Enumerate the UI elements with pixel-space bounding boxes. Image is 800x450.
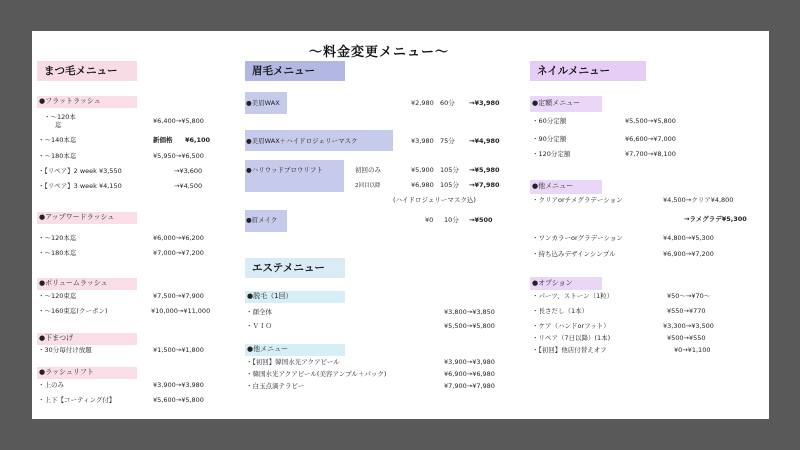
flat-lash-120-label: ・～120本 bbox=[44, 113, 76, 121]
flat-lash-repair-3week-label: ・【リペア】3 week ¥4,150 bbox=[38, 182, 122, 190]
page-title: ～料金変更メニュー～ bbox=[309, 45, 450, 60]
nail-menu-header: ネイルメニュー bbox=[530, 61, 646, 81]
nail-clear-price: ¥4,500→クリア¥4,800 bbox=[663, 196, 734, 204]
lash-lift-both-label: ・上下【コーティング付】 bbox=[38, 396, 116, 404]
aqua-peel-first-label: ・【初回】韓国水光アクアピール bbox=[246, 358, 340, 366]
brow-wax-hydro-new-price: →¥4,980 bbox=[469, 137, 500, 145]
nail-fixed-120-price: ¥7,700→¥8,100 bbox=[625, 150, 676, 158]
flat-lash-180-price: ¥5,950→¥6,500 bbox=[153, 152, 204, 160]
brow-makeup-label: ●眉メイク bbox=[246, 216, 278, 224]
aqua-peel-first-price: ¥3,900→¥3,980 bbox=[444, 358, 495, 366]
lash-lift-section: ●ラッシュリフト bbox=[37, 367, 137, 379]
aqua-peel-label: ・韓国水光アクアピール(美容アンプル＋パック) bbox=[246, 370, 387, 378]
flat-lash-repair-3week-price: →¥4,500 bbox=[174, 182, 203, 190]
brow-hollywood-note: (ハイドロジェリーマスク込) bbox=[393, 196, 476, 204]
nail-option-section: ●オプション bbox=[530, 277, 602, 290]
nail-lame-gradation-price: →ラメグラデ¥5,300 bbox=[684, 215, 747, 223]
nail-off-price: ¥0→¥1,100 bbox=[674, 346, 711, 354]
hair-removal-vio-price: ¥5,500→¥5,800 bbox=[444, 322, 495, 330]
lower-lash-price: ¥1,500→¥1,800 bbox=[153, 346, 204, 354]
brow-wax-new-price: →¥3,980 bbox=[469, 99, 500, 107]
nail-parts-price: ¥50～→¥70～ bbox=[667, 292, 711, 300]
volume-lash-160-price: ¥10,000→¥11,000 bbox=[151, 307, 211, 315]
volume-lash-120-price: ¥7,500→¥7,900 bbox=[153, 292, 204, 300]
flat-lash-120-label-cont: 迄 bbox=[55, 121, 62, 129]
nail-fixed-90-price: ¥6,600→¥7,000 bbox=[625, 135, 676, 143]
nail-care-price: ¥3,300→¥3,500 bbox=[663, 322, 714, 330]
nail-fixed-60-price: ¥5,500→¥5,800 bbox=[625, 117, 676, 125]
flat-lash-140-new-label: 新価格 bbox=[153, 136, 173, 144]
nail-other-section: ●他メニュー bbox=[530, 180, 602, 194]
nail-length-price: ¥550→¥770 bbox=[667, 307, 706, 315]
brow-menu-header: 眉毛メニュー bbox=[245, 61, 345, 81]
nail-fixed-60-label: ・60分定額 bbox=[532, 117, 567, 125]
nail-fixed-120-label: ・120分定額 bbox=[532, 150, 571, 158]
brow-makeup-time: 10分 bbox=[444, 216, 459, 224]
brow-wax-hydro-label: ●美眉WAX＋ハイドロジェリーマスク bbox=[246, 137, 358, 145]
brow-hollywood-label: ●ハリウッドブロウリフト bbox=[246, 166, 323, 174]
volume-lash-section: ●ボリュームラッシュ bbox=[37, 278, 137, 290]
nail-repair-price: ¥500→¥550 bbox=[667, 334, 706, 342]
nail-care-label: ・ケア（ハンドorフット） bbox=[532, 322, 610, 330]
brow-hollywood-second-new-price: →¥7,980 bbox=[469, 181, 500, 189]
flat-lash-120-price: ¥6,400→¥5,800 bbox=[153, 117, 204, 125]
brow-hollywood-first-time: 105分 bbox=[440, 166, 459, 174]
flat-lash-140-price: ¥6,100 bbox=[185, 136, 211, 144]
nail-fixed-section: ●定額メニュー bbox=[530, 96, 602, 112]
nail-one-color-label: ・ワンカラーorグラデーション bbox=[532, 234, 623, 242]
brow-makeup-new-price: →¥500 bbox=[469, 216, 493, 224]
upward-lash-180-label: ・～180本迄 bbox=[38, 249, 77, 257]
nail-bring-design-label: ・持ち込みデザインシンプル bbox=[532, 250, 616, 258]
brow-hollywood-first-label: 初回のみ bbox=[355, 166, 381, 174]
nail-length-label: ・長さだし（1本） bbox=[532, 307, 589, 315]
nail-fixed-90-label: ・90分定額 bbox=[532, 135, 567, 143]
upward-lash-180-price: ¥7,000→¥7,200 bbox=[153, 249, 204, 257]
volume-lash-160-label: ・～160束迄(クーポン) bbox=[38, 307, 108, 315]
hair-removal-section: ●脱毛（1回） bbox=[245, 291, 345, 303]
brow-hollywood-first-old-price: ¥5,900 bbox=[411, 166, 434, 174]
menu-slide bbox=[32, 31, 769, 419]
brow-hollywood-second-label: 2回目以降 bbox=[355, 183, 381, 189]
shiratama-drip-label: ・白玉点滴テラピー bbox=[246, 382, 305, 390]
nail-repair-label: ・リペア（7日以降）(1本) bbox=[532, 334, 611, 342]
esthe-menu-header: エステメニュー bbox=[245, 258, 345, 278]
aqua-peel-price: ¥6,900→¥6,980 bbox=[444, 370, 495, 378]
brow-wax-hydro-old-price: ¥3,980 bbox=[411, 137, 434, 145]
hair-removal-face-price: ¥3,800→¥3,850 bbox=[444, 308, 495, 316]
lash-lift-both-price: ¥5,600→¥5,800 bbox=[153, 396, 204, 404]
brow-hollywood-second-old-price: ¥6,980 bbox=[411, 181, 434, 189]
brow-wax-hydro-time: 75分 bbox=[440, 137, 455, 145]
brow-hollywood-block bbox=[245, 160, 344, 192]
brow-wax-time: 60分 bbox=[440, 99, 455, 107]
flat-lash-section: ●フラットラッシュ bbox=[37, 96, 137, 108]
shiratama-drip-price: ¥7,900→¥7,980 bbox=[444, 382, 495, 390]
nail-one-color-price: ¥4,800→¥5,300 bbox=[663, 234, 714, 242]
lower-lash-label: ・30分毎付け放題 bbox=[38, 346, 92, 354]
brow-hollywood-first-new-price: →¥5,980 bbox=[469, 166, 500, 174]
hair-removal-face-label: ・顔全体 bbox=[246, 308, 272, 316]
brow-wax-old-price: ¥2,980 bbox=[411, 99, 434, 107]
brow-hollywood-second-time: 105分 bbox=[440, 181, 459, 189]
nail-off-label: ・【初回】他店付替えオフ bbox=[532, 346, 607, 354]
upward-lash-section: ●アップワードラッシュ bbox=[37, 212, 137, 224]
esthe-other-section: ●他メニュー bbox=[245, 344, 345, 356]
nail-bring-design-price: ¥6,900→¥7,200 bbox=[663, 250, 714, 258]
flat-lash-180-label: ・～180本迄 bbox=[38, 152, 77, 160]
flat-lash-140-label: ・～140本迄 bbox=[38, 136, 77, 144]
eyelash-menu-header: まつ毛メニュー bbox=[37, 61, 137, 81]
flat-lash-repair-2week-label: ・【リペア】2 week ¥3,550 bbox=[38, 167, 122, 175]
lower-lash-section: ●下まつげ bbox=[37, 333, 137, 345]
hair-removal-vio-label: ・ＶＩＯ bbox=[246, 322, 272, 330]
nail-clear-gradation-label: ・クリアorチメグラデーション bbox=[532, 196, 623, 204]
nail-parts-label: ・パーツ、ストーン（1粒） bbox=[532, 292, 614, 300]
upward-lash-120-price: ¥6,000→¥6,200 bbox=[153, 234, 204, 242]
flat-lash-repair-2week-price: →¥3,600 bbox=[174, 167, 203, 175]
brow-wax-label: ●美眉WAX bbox=[246, 99, 280, 107]
lash-lift-upper-price: ¥3,900→¥3,980 bbox=[153, 381, 204, 389]
volume-lash-120-label: ・～120束迄 bbox=[38, 292, 77, 300]
upward-lash-120-label: ・～120本迄 bbox=[38, 234, 77, 242]
brow-makeup-old-price: ¥0 bbox=[425, 216, 434, 224]
lash-lift-upper-label: ・上のみ bbox=[38, 381, 64, 389]
